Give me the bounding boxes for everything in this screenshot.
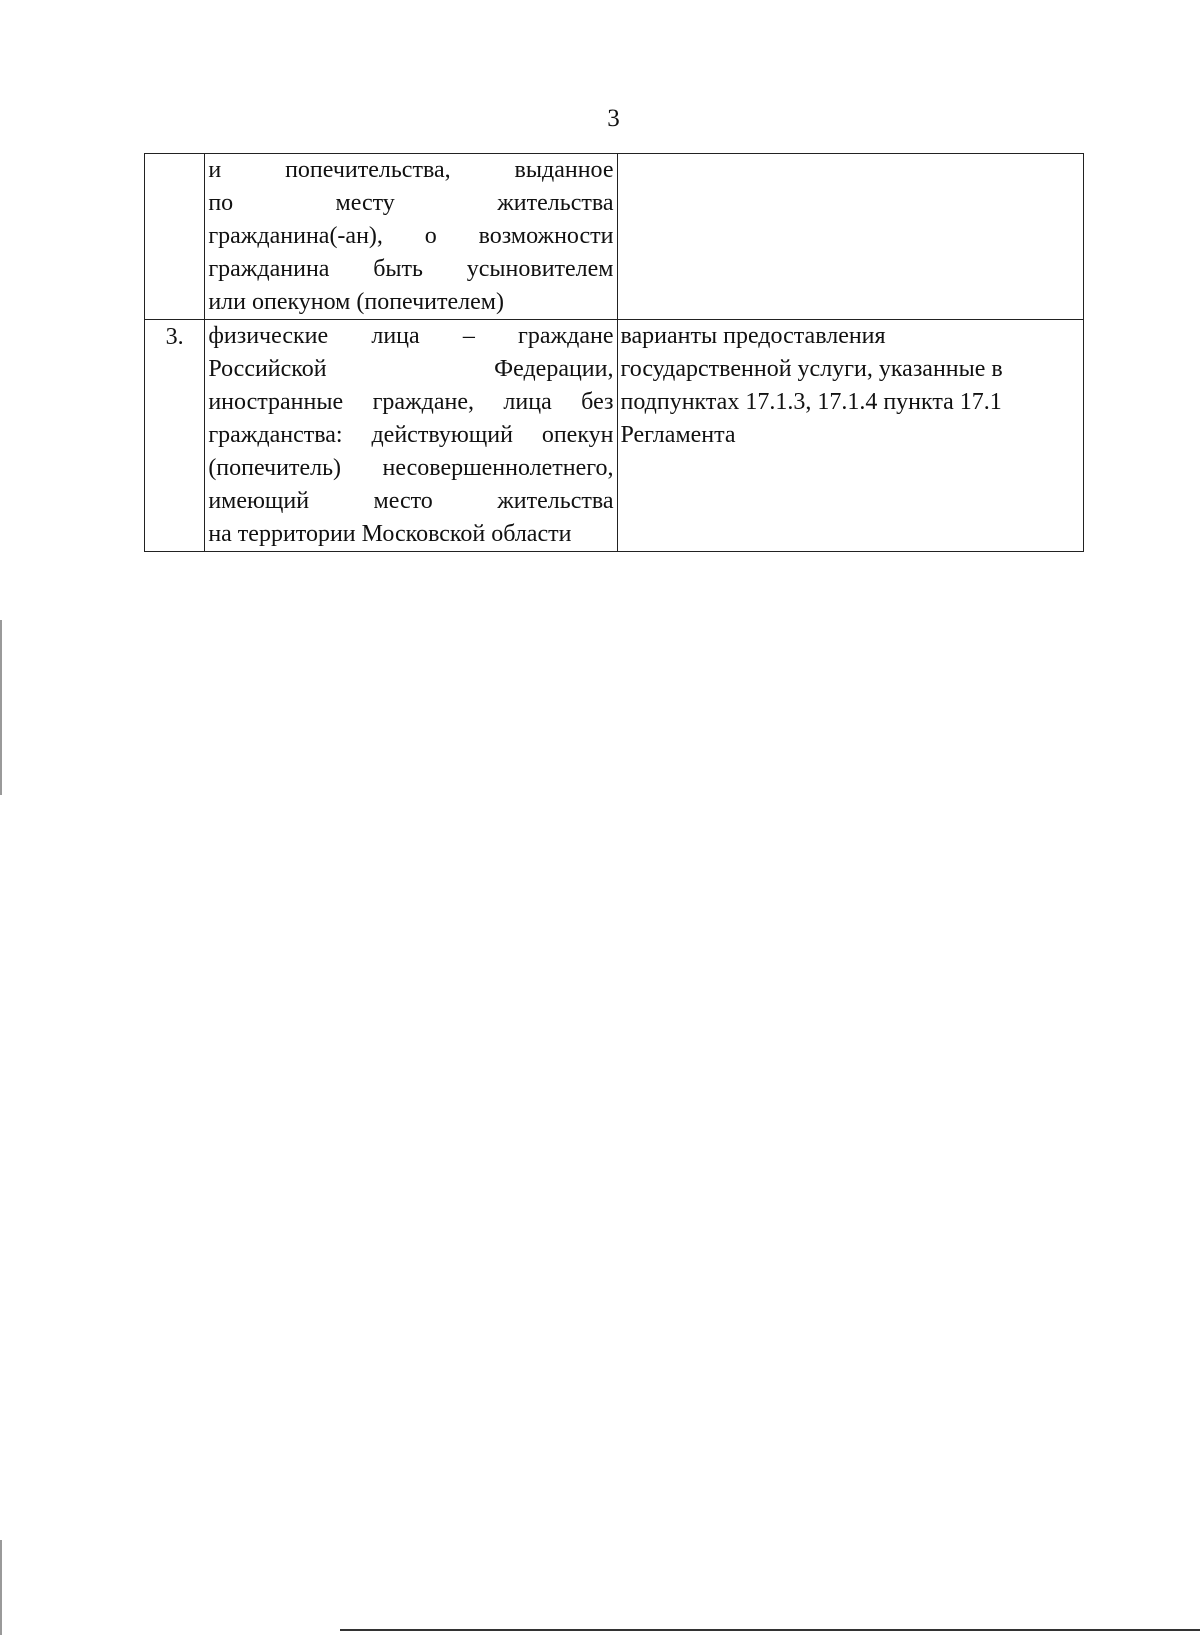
page-number: 3 <box>607 105 620 132</box>
cell-text-line: или опекуном (попечителем) <box>208 289 504 315</box>
row-number-cell <box>145 154 205 320</box>
cell-text-line: и попечительства, выданное <box>208 157 614 183</box>
table-row-3 <box>145 320 1084 552</box>
table-row-continuation <box>145 154 1084 320</box>
scan-edge-mark <box>0 1540 2 1635</box>
service-variant-cell <box>617 154 1084 320</box>
cell-text-line: гражданства: действующий опекун <box>208 422 614 448</box>
cell-text-line: гражданина быть усыновителем <box>208 256 614 282</box>
cell-text-line: по месту жительства <box>208 190 614 216</box>
cell-text-line: иностранные граждане, лица без <box>208 389 614 415</box>
cell-text-line: гражданина(-ан), о возможности <box>208 223 614 249</box>
applicant-category-cell <box>205 320 617 552</box>
scan-edge-mark <box>0 620 2 795</box>
cell-text-line: подпунктах 17.1.3, 17.1.4 пункта 17.1 <box>620 389 1002 415</box>
cell-text-line: на территории Московской области <box>208 521 572 547</box>
cell-text-line: имеющий место жительства <box>208 488 614 514</box>
cell-text-line: физические лица – граждане <box>208 323 614 349</box>
scan-edge-mark <box>340 1629 1200 1631</box>
service-variant-cell <box>617 320 1084 552</box>
cell-text-line: (попечитель) несовершеннолетнего, <box>208 455 614 481</box>
cell-text-line: Российской Федерации, <box>208 356 614 382</box>
applicant-category-cell <box>205 154 617 320</box>
cell-text-line: государственной услуги, указанные в <box>620 356 1003 382</box>
row-number-cell: 3. <box>145 320 205 552</box>
cell-text-line: варианты предоставления <box>620 323 886 349</box>
services-table <box>144 153 1084 552</box>
cell-text-line: Регламента <box>620 422 736 448</box>
